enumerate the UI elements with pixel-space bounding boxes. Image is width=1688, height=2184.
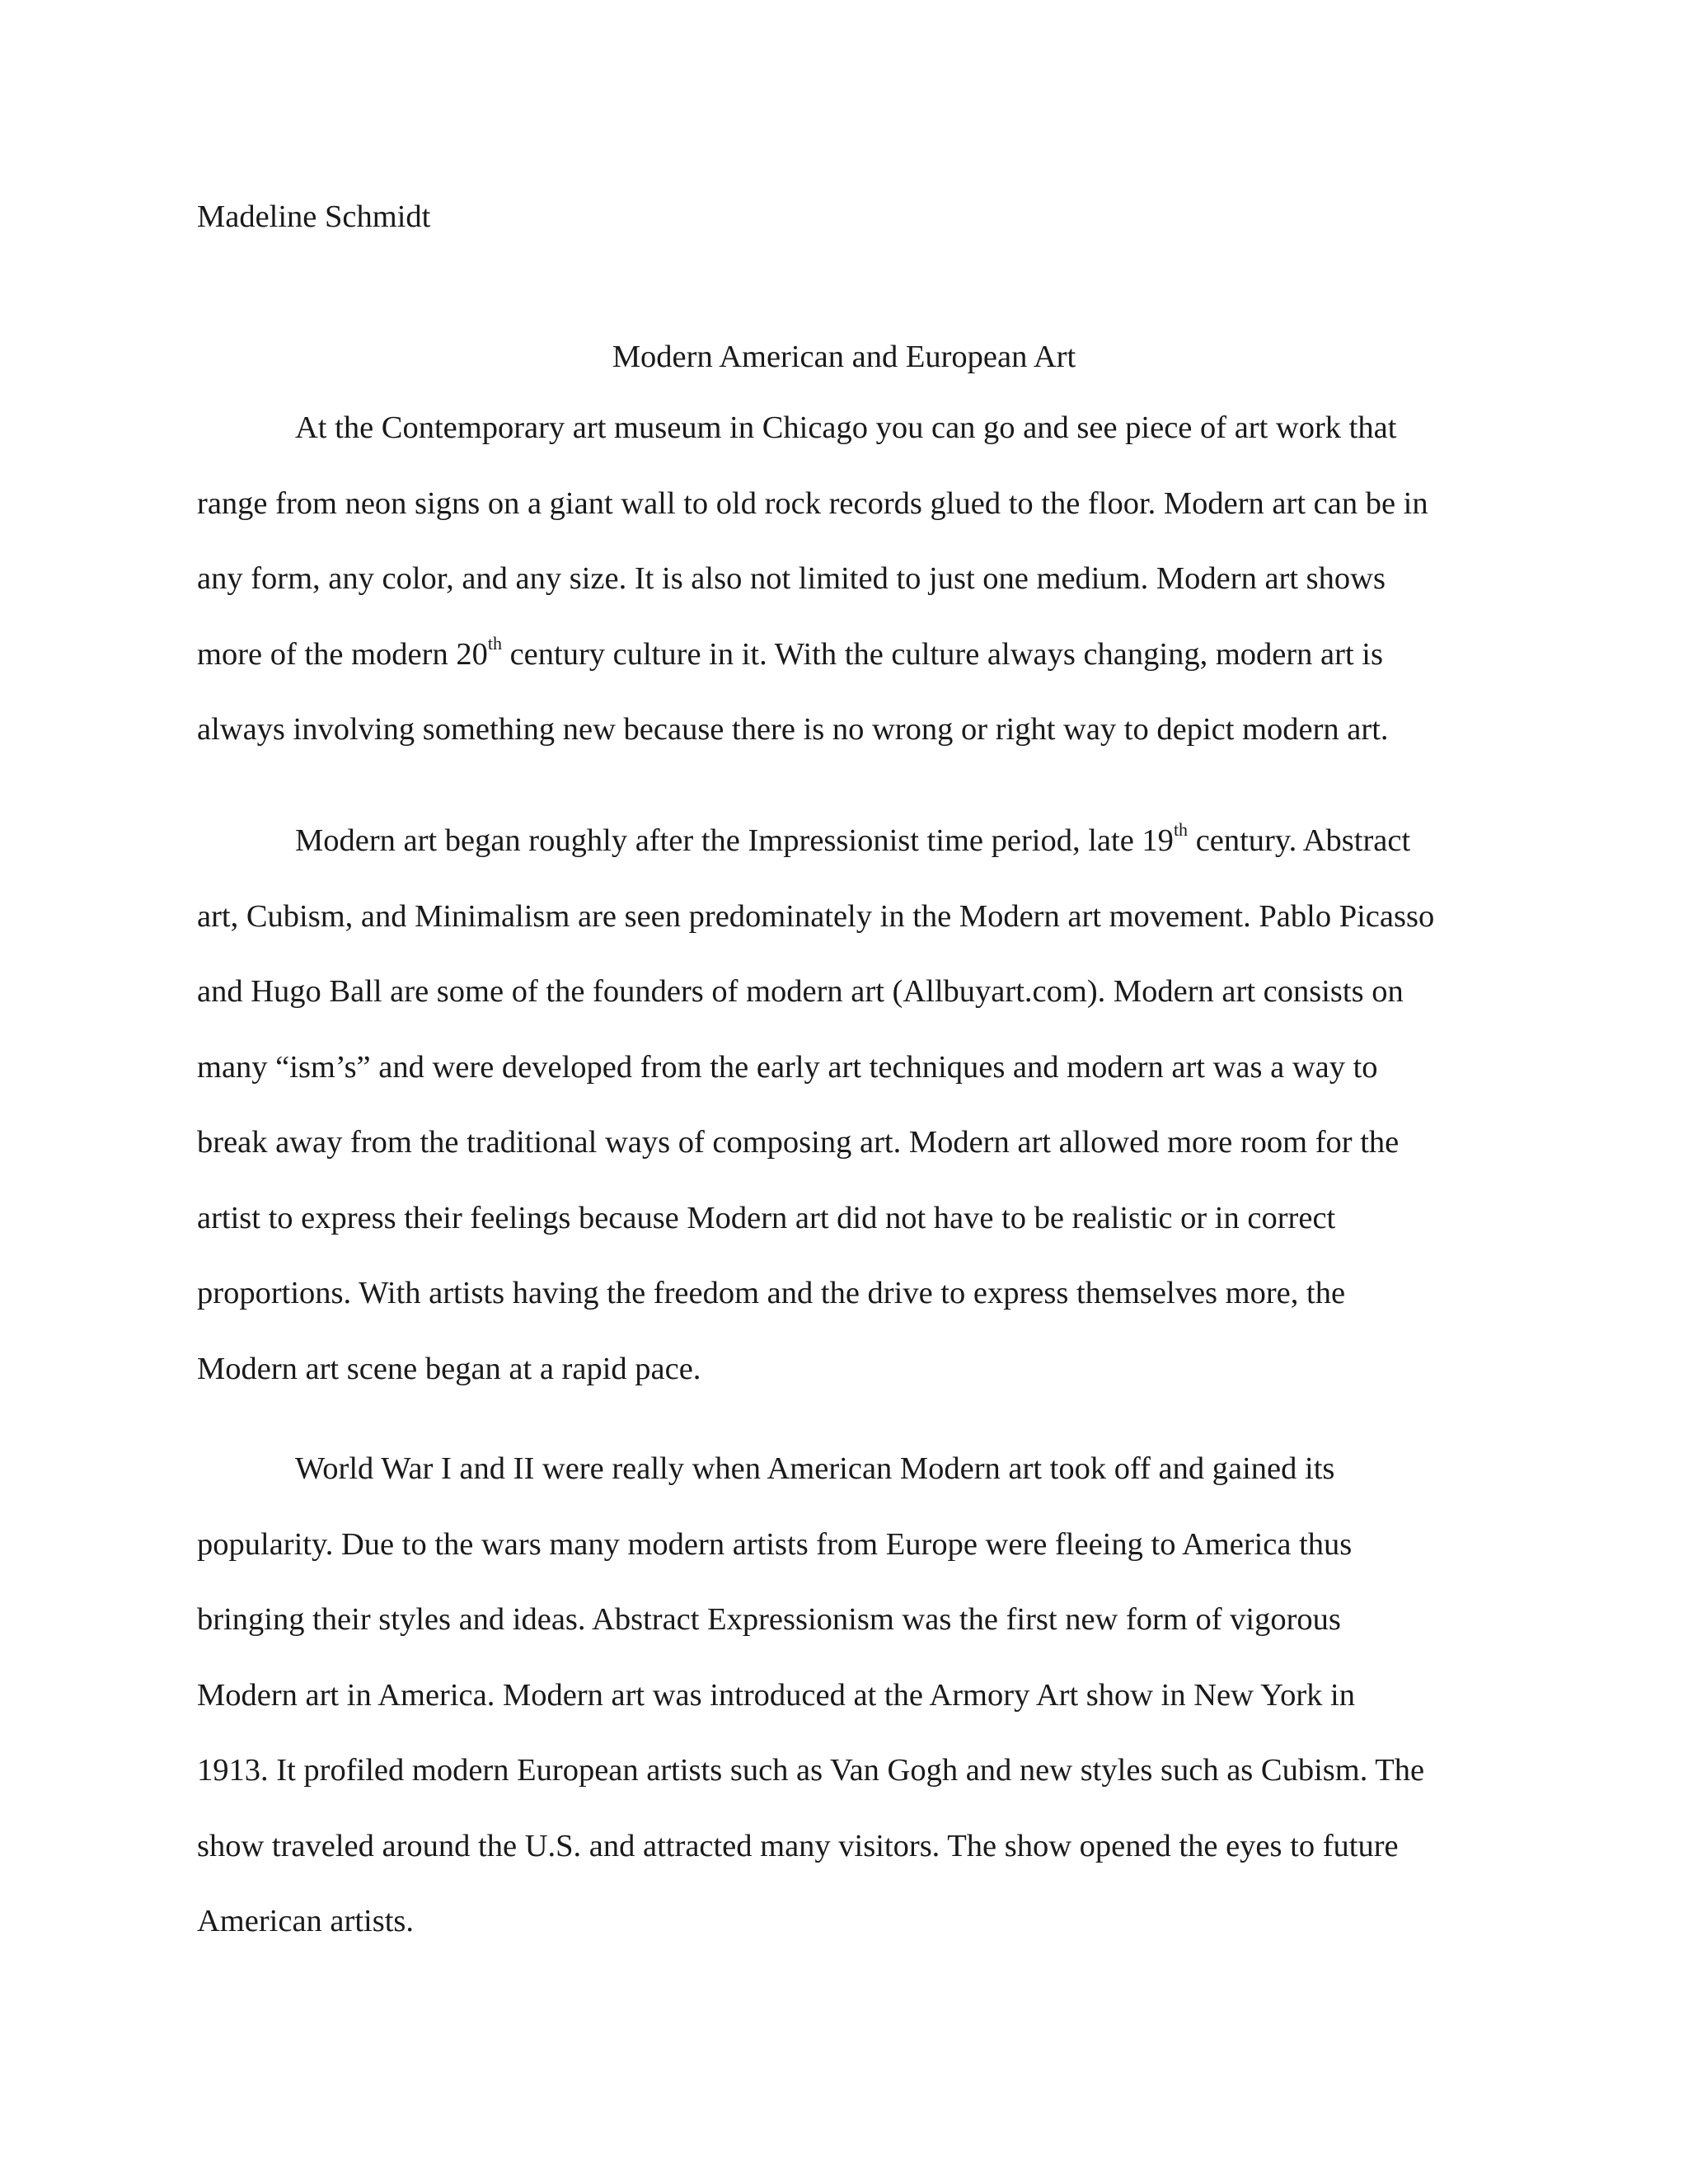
- line-text: bringing their styles and ideas. Abstract Expressionism was the first new form of vigorous: [197, 1602, 1341, 1637]
- line-text: and Hugo Ball are some of the founders of modern art (Allbuyart.com). Modern art consists on: [197, 974, 1404, 1009]
- paragraph-line: [197, 1105, 1491, 1181]
- paragraph-line: [197, 954, 1491, 1030]
- line-text: range from neon signs on a giant wall to old rock records glued to the floor. Modern art can be in: [197, 485, 1428, 521]
- line-text: break away from the traditional ways of composing art. Modern art allowed more room for the: [197, 1125, 1400, 1160]
- ordinal-superscript: th: [487, 632, 502, 654]
- paragraph-line: [197, 1809, 1491, 1885]
- line-text: Modern art in America. Modern art was introduced at the Armory Art show in New York in: [197, 1677, 1355, 1713]
- line-text: World War I and II were really when American Modern art took off and gained its: [295, 1451, 1335, 1486]
- paragraph-line: [197, 1582, 1491, 1658]
- paragraph-line: [197, 391, 1491, 466]
- paragraph-1: [197, 391, 1491, 768]
- line-text: any form, any color, and any size. It is also not limited to just one medium. Modern art shows: [197, 561, 1386, 596]
- paragraph-2: [197, 804, 1491, 1407]
- line-text: art, Cubism, and Minimalism are seen predominately in the Modern art movement. Pablo Picasso: [197, 898, 1435, 934]
- line-text: show traveled around the U.S. and attracted many visitors. The show opened the eyes to future: [197, 1828, 1399, 1863]
- paragraph-line: [197, 1256, 1491, 1332]
- paragraph-line: [197, 1332, 1491, 1408]
- paragraph-line: [197, 1432, 1491, 1507]
- line-text: At the Contemporary art museum in Chicago you can go and see piece of art work that: [295, 410, 1397, 445]
- paragraph-line: [197, 1658, 1491, 1734]
- ordinal-superscript: th: [1173, 819, 1189, 841]
- line-text: proportions. With artists having the freedom and the drive to express themselves more, the: [197, 1276, 1346, 1310]
- line-text: artist to express their feelings because Modern art did not have to be realistic or in correct: [197, 1200, 1336, 1235]
- line-text: Modern art scene began at a rapid pace.: [197, 1351, 701, 1386]
- paragraph-line: [197, 1030, 1491, 1106]
- paragraph-line: [197, 466, 1491, 542]
- line-text: American artists.: [197, 1904, 414, 1938]
- line-text: century. Abstract: [1188, 823, 1411, 858]
- line-text: more of the modern 20: [197, 636, 488, 672]
- line-text: century culture in it. With the culture always changing, modern art is: [501, 636, 1383, 672]
- line-text: Modern art began roughly after the Impressionist time period, late 19: [295, 823, 1174, 858]
- line-text: always involving something new because there is no wrong or right way to depict modern art.: [197, 712, 1389, 747]
- paragraph-line: [197, 541, 1491, 617]
- document-title: Modern American and European Art: [612, 340, 1076, 374]
- paragraph-line: [197, 617, 1491, 693]
- line-text: 1913. It profiled modern European artists such as Van Gogh and new styles such as Cubism. The: [197, 1753, 1425, 1788]
- paragraph-line: [197, 1733, 1491, 1809]
- paragraph-line: [197, 804, 1491, 879]
- paragraph-line: [197, 692, 1491, 768]
- paragraph-line: [197, 879, 1491, 955]
- paragraph-line: [197, 1181, 1491, 1257]
- line-text: popularity. Due to the wars many modern artists from Europe were fleeing to America thus: [197, 1526, 1353, 1562]
- paragraph-line: [197, 1507, 1491, 1583]
- paragraph-line: [197, 1884, 1491, 1960]
- author-name: Madeline Schmidt: [197, 199, 431, 234]
- line-text: many “ism’s” and were developed from the early art techniques and modern art was a way to: [197, 1049, 1378, 1085]
- paragraph-3: [197, 1432, 1491, 1960]
